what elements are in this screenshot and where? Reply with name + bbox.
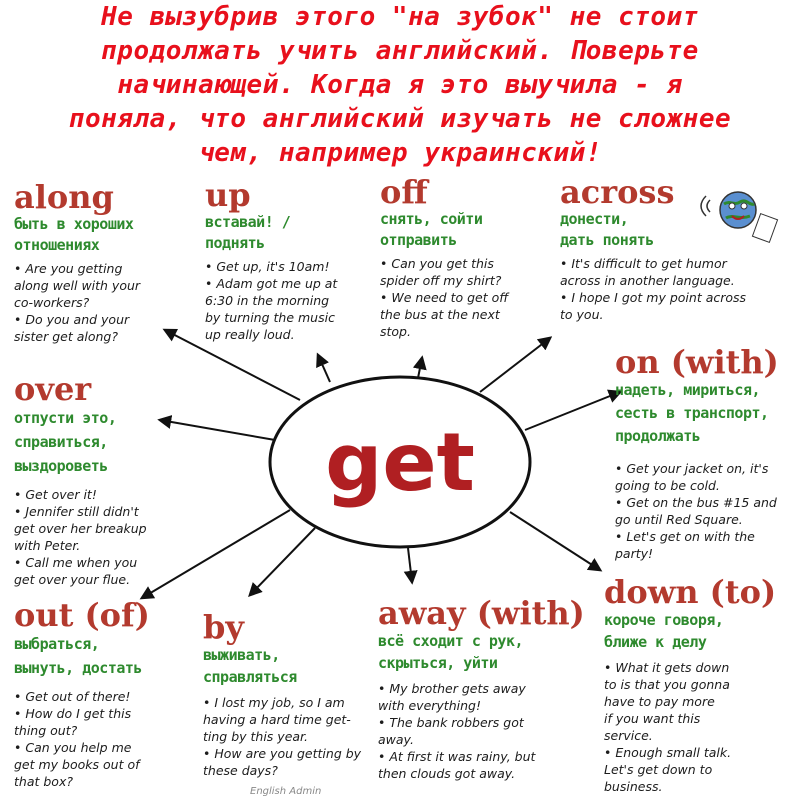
example-line: across in another language. <box>560 273 735 288</box>
example-line: • Can you get this <box>380 256 494 271</box>
block-over <box>14 372 147 588</box>
example-line: going to be cold. <box>615 478 720 493</box>
arrow-up <box>318 355 330 382</box>
translation-line: поднять <box>205 234 265 252</box>
example-line: • We need to get off <box>380 290 509 305</box>
translation-line: вставай! / <box>205 213 291 231</box>
examples <box>14 688 150 790</box>
arrow-over <box>160 420 275 440</box>
translation <box>604 609 776 653</box>
header-line: чем, например украинский! <box>198 138 602 168</box>
examples <box>205 258 337 343</box>
example-line: 6:30 in the morning <box>205 293 330 308</box>
example-line: co-workers? <box>14 295 90 310</box>
example-line: by turning the music <box>205 310 335 325</box>
example-line: along well with your <box>14 278 141 293</box>
verb-by: by <box>203 608 244 646</box>
translation-line: снять, сойти <box>380 210 483 228</box>
arrow-across <box>480 338 550 392</box>
verb-across: across <box>560 173 675 211</box>
example-line: • Get out of there! <box>14 689 131 704</box>
translation <box>380 209 508 251</box>
example-line: • Get over it! <box>14 487 97 502</box>
block-out-of <box>14 598 150 790</box>
example-line: stop. <box>380 324 411 339</box>
example-line: having a hard time get- <box>203 712 351 727</box>
arrow-down <box>510 512 600 570</box>
verb-off: off <box>380 173 428 211</box>
translation-line: сесть в транспорт, <box>615 404 769 422</box>
header-line: продолжать учить английский. Поверьте <box>101 36 699 66</box>
block-down-to <box>604 575 776 795</box>
block-on-with <box>615 345 779 562</box>
examples <box>203 694 361 779</box>
example-line: • At first it was rainy, but <box>378 749 536 764</box>
translation-line: надеть, мириться, <box>615 381 761 399</box>
example-line: • Do you and your <box>14 312 130 327</box>
translation <box>203 644 361 688</box>
example-line: get over her breakup <box>14 521 147 536</box>
example-line: sister get along? <box>14 329 118 344</box>
arrow-on <box>525 392 620 430</box>
translation-line: вынуть, достать <box>14 659 142 677</box>
example-line: • How do I get this <box>14 706 132 721</box>
verb-on-with: on (with) <box>615 343 779 381</box>
example-line: up really loud. <box>205 327 295 342</box>
example-line: • Are you getting <box>14 261 123 276</box>
example-line: • Get your jacket on, it's <box>615 461 769 476</box>
verb-over: over <box>14 370 92 408</box>
translation <box>14 214 140 256</box>
example-line: Let's get down to <box>604 762 713 777</box>
examples <box>380 255 508 340</box>
arrow-away <box>408 548 412 582</box>
examples <box>378 680 585 782</box>
example-line: • It's difficult to get humor <box>560 256 727 271</box>
example-line: with everything! <box>378 698 481 713</box>
examples <box>560 255 746 323</box>
example-line: • Call me when you <box>14 555 138 570</box>
translation-line: отправить <box>380 231 457 249</box>
example-line: party! <box>615 546 654 561</box>
example-line: then clouds got away. <box>378 766 516 781</box>
example-line: that box? <box>14 774 73 789</box>
block-off <box>380 175 508 340</box>
example-line: the bus at the next <box>380 307 500 322</box>
translation-line: отношениях <box>14 236 100 254</box>
arrow-by <box>250 528 315 595</box>
verb-away-with: away (with) <box>378 594 585 632</box>
example-line: ting by this year. <box>203 729 309 744</box>
example-line: business. <box>604 779 663 794</box>
example-line: spider off my shirt? <box>380 273 502 288</box>
example-line: • Get up, it's 10am! <box>205 259 330 274</box>
block-along <box>14 180 140 345</box>
translation-line: скрыться, уйти <box>378 654 498 672</box>
translation <box>378 630 585 674</box>
example-line: away. <box>378 732 414 747</box>
translation <box>615 379 779 448</box>
example-line: go until Red Square. <box>615 512 743 527</box>
header-line: Не вызубрив этого "на зубок" не стоит <box>101 2 699 32</box>
verb-out-of: out (of) <box>14 596 150 634</box>
example-line: if you want this <box>604 711 701 726</box>
example-line: • Let's get on with the <box>615 529 755 544</box>
example-line: • How are you getting by <box>203 746 362 761</box>
header-line: начинающей. Когда я это выучила - я <box>117 70 683 100</box>
translation-line: справляться <box>203 668 297 686</box>
translation-line: донести, <box>560 210 629 228</box>
example-line: • The bank robbers got <box>378 715 524 730</box>
example-line: • Adam got me up at <box>205 276 338 291</box>
example-line: • I hope I got my point across <box>560 290 747 305</box>
verb-along: along <box>14 178 114 216</box>
examples <box>604 659 776 795</box>
translation-line: быть в хороших <box>14 215 134 233</box>
translation-line: отпусти это, <box>14 409 117 427</box>
example-line: • What it gets down <box>604 660 730 675</box>
example-line: • Jennifer still didn't <box>14 504 139 519</box>
translation <box>14 406 147 478</box>
center-word-get: get <box>325 416 475 509</box>
translation-line: выздороветь <box>14 457 108 475</box>
example-line: these days? <box>203 763 278 778</box>
block-by <box>203 610 361 779</box>
example-line: service. <box>604 728 653 743</box>
example-line: get my books out of <box>14 757 140 772</box>
translation-line: справиться, <box>14 433 108 451</box>
translation-line: всё сходит с рук, <box>378 632 524 650</box>
example-line: with Peter. <box>14 538 81 553</box>
example-line: to is that you gonna <box>604 677 730 692</box>
footer-credit: English Admin <box>250 786 322 797</box>
example-line: • My brother gets away <box>378 681 526 696</box>
translation-line: выживать, <box>203 646 280 664</box>
block-up <box>205 178 337 343</box>
translation-line: ближе к делу <box>604 633 707 651</box>
translation-line: продолжать <box>615 427 701 445</box>
globe-mascot-icon <box>700 180 780 245</box>
example-line: have to pay more <box>604 694 715 709</box>
example-line: to you. <box>560 307 604 322</box>
example-line: • I lost my job, so I am <box>203 695 345 710</box>
translation <box>205 212 337 254</box>
translation <box>14 632 150 680</box>
translation-line: короче говоря, <box>604 611 724 629</box>
header-line: поняла, что английский изучать не сложнее <box>68 104 732 134</box>
examples <box>14 486 147 588</box>
example-line: thing out? <box>14 723 78 738</box>
arrow-out <box>142 510 290 598</box>
example-line: • Can you help me <box>14 740 132 755</box>
verb-down-to: down (to) <box>604 573 777 611</box>
example-line: • Get on the bus #15 and <box>615 495 777 510</box>
translation-line: дать понять <box>560 231 654 249</box>
examples <box>615 460 779 562</box>
example-line: get over your flue. <box>14 572 131 587</box>
examples <box>14 260 140 345</box>
block-away-with <box>378 596 585 782</box>
translation-line: выбраться, <box>14 635 100 653</box>
arrow-off <box>418 358 422 378</box>
example-line: • Enough small talk. <box>604 745 732 760</box>
verb-up: up <box>205 176 251 214</box>
